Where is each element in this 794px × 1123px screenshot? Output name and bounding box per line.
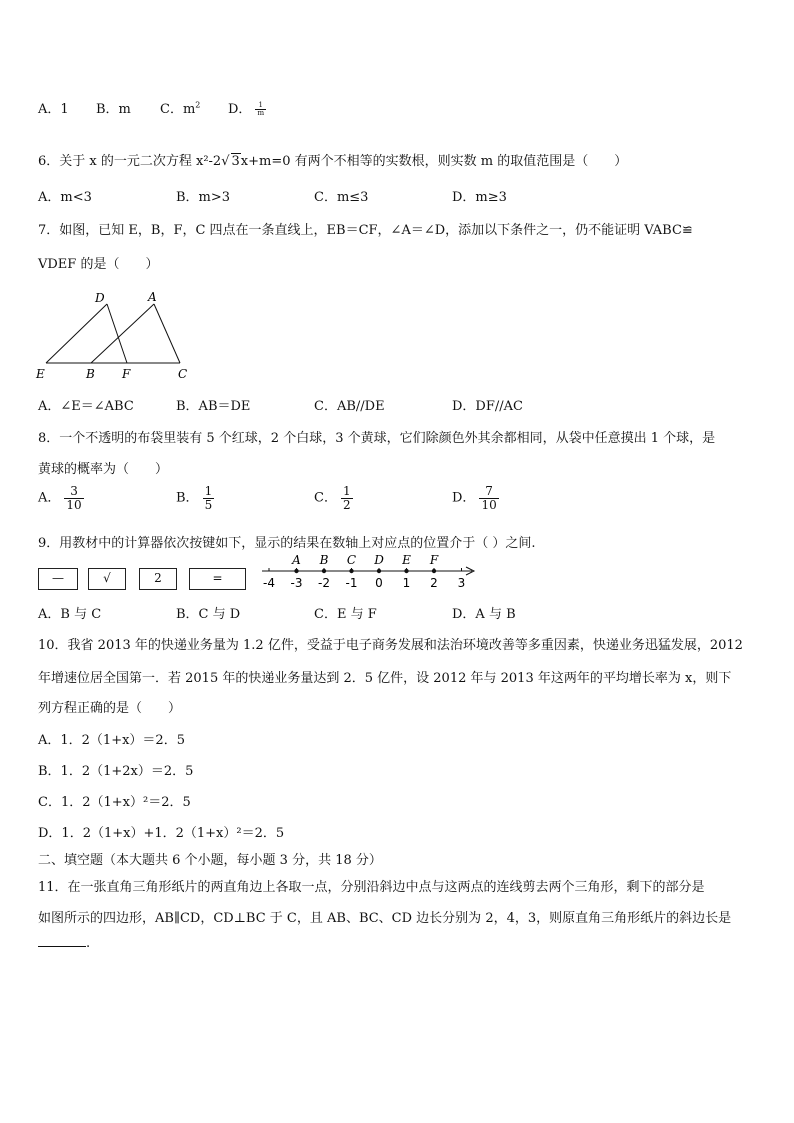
point-label-E: E (402, 553, 411, 567)
q6-option-c[interactable]: C．m≤3 (314, 190, 369, 205)
q8-option-c[interactable]: C． $\frac{1}{2}$ (314, 484, 351, 512)
q7-triangle-figure (30, 286, 200, 386)
q6-stem: 6．关于 x 的一元二次方程 x²-2√ 3x+m=0 有两个不相等的实数根，则实数 m 的取值范围是（ ） (38, 154, 628, 169)
q9-number-line (256, 552, 482, 592)
q11-stem-line2: 如图所示的四边形，AB∥CD，CD⊥BC 于 C，且 AB、BC、CD 边长分别为 2，4，3，则原直角三角形纸片的斜边长是 (38, 911, 732, 926)
q6-option-d[interactable]: D．m≥3 (452, 190, 507, 205)
q10-stem-line3: 列方程正确的是（ ） (38, 701, 182, 716)
q7-option-d[interactable]: D．DF//AC (452, 399, 523, 414)
q11-stem-line1: 11．在一张直角三角形纸片的两直角边上各取一点，分别沿斜边中点与这两点的连线剪去两个三角形，剩下的部分是 (38, 880, 705, 895)
q10-option-b[interactable]: B．1．2（1+2x）＝2．5 (38, 764, 194, 779)
q6-option-b[interactable]: B．m>3 (176, 190, 231, 205)
label-B: B (86, 367, 95, 381)
point-label-C: C (346, 553, 357, 567)
number-line-points (291, 553, 439, 573)
q7-option-b[interactable]: B．AB＝DE (176, 399, 251, 414)
point-A (294, 569, 298, 573)
q7-stem-line2: VDEF 的是（ ） (38, 257, 159, 272)
label-C: C (178, 367, 188, 381)
q9-option-a[interactable]: A．B 与 C (38, 607, 102, 622)
tick-label: 3 (457, 576, 466, 590)
calc-key-equals[interactable]: = (189, 568, 246, 590)
q8-stem-line1: 8．一个不透明的布袋里装有 5 个红球，2 个白球，3 个黄球，它们除颜色外其余都相同，从袋中任意摸出 1 个球，是 (38, 431, 716, 446)
q10-stem-line1: 10．我省 2013 年的快递业务量为 1.2 亿件，受益于电子商务发展和法治环境改善等多重因素，快递业务迅猛发展，2012 (38, 638, 743, 653)
tick-label: -1 (345, 576, 358, 590)
calc-key-minus[interactable]: — (38, 568, 78, 590)
q5-option-b[interactable]: B．m (96, 102, 131, 117)
label-D: D (95, 291, 105, 305)
q8-option-d[interactable]: D． $\frac{7}{10}$ (452, 484, 497, 512)
q6-option-a[interactable]: A．m<3 (38, 190, 92, 205)
point-C (349, 569, 353, 573)
point-label-D: D (374, 553, 384, 567)
point-E (404, 569, 408, 573)
q11-stem-line3: . (38, 934, 90, 951)
q10-option-c[interactable]: C．1．2（1+x）²＝2．5 (38, 795, 191, 810)
q5-option-c[interactable]: C．$m^2$ (160, 100, 201, 117)
tick-label: -4 (263, 576, 275, 590)
point-label-F: F (429, 553, 439, 567)
q8-option-a[interactable]: A． $\frac{3}{10}$ (38, 484, 82, 512)
q7-option-c[interactable]: C．AB//DE (314, 399, 385, 414)
q8-stem-line2: 黄球的概率为（ ） (38, 462, 169, 477)
label-F: F (122, 367, 131, 381)
q5-option-d[interactable]: D． $\frac{1}{m}$ (228, 100, 265, 117)
tick-label: -3 (290, 576, 303, 590)
side-AC (154, 304, 180, 363)
point-label-B: B (319, 553, 329, 567)
q8-option-b[interactable]: B． $\frac{1}{5}$ (176, 484, 213, 512)
calc-key-sqrt[interactable]: √ (88, 568, 126, 590)
label-A: A (148, 290, 157, 304)
q9-option-b[interactable]: B．C 与 D (176, 607, 241, 622)
tick-label: 1 (402, 576, 411, 590)
q9-option-d[interactable]: D．A 与 B (452, 607, 516, 622)
point-label-A: A (292, 553, 301, 567)
side-BA (91, 304, 154, 363)
tick-label: 0 (375, 576, 383, 590)
q10-stem-line2: 年增速位居全国第一．若 2015 年的快递业务量达到 2．5 亿件，设 2012 年与 2013 年这两年的平均增长率为 x，则下 (38, 671, 732, 686)
calc-key-2[interactable]: 2 (139, 568, 177, 590)
q10-option-d[interactable]: D．1．2（1+x）+1．2（1+x）²＝2．5 (38, 826, 285, 841)
q7-option-a[interactable]: A．∠E＝∠ABC (38, 399, 134, 414)
q5-option-a[interactable]: A．1 (38, 102, 69, 117)
q7-stem-line1: 7．如图，已知 E，B，F，C 四点在一条直线上，EB＝CF，∠A＝∠D，添加以下条件之一，仍不能证明 VABC≌ (38, 223, 693, 238)
answer-blank[interactable] (38, 934, 86, 947)
q9-option-c[interactable]: C．E 与 F (314, 607, 377, 622)
q9-stem: 9．用教材中的计算器依次按键如下，显示的结果在数轴上对应点的位置介于（ ）之间. (38, 536, 536, 551)
q10-option-a[interactable]: A．1．2（1+x）＝2．5 (38, 733, 185, 748)
tick-label: -2 (318, 576, 330, 590)
label-E: E (36, 367, 45, 381)
point-B (322, 569, 326, 573)
tick-label: 2 (430, 576, 438, 590)
side-ED (46, 304, 107, 363)
side-DF (107, 304, 127, 363)
point-D (377, 569, 381, 573)
section2-title: 二、填空题（本大题共 6 个小题，每小题 3 分，共 18 分） (38, 853, 382, 868)
point-F (432, 569, 436, 573)
